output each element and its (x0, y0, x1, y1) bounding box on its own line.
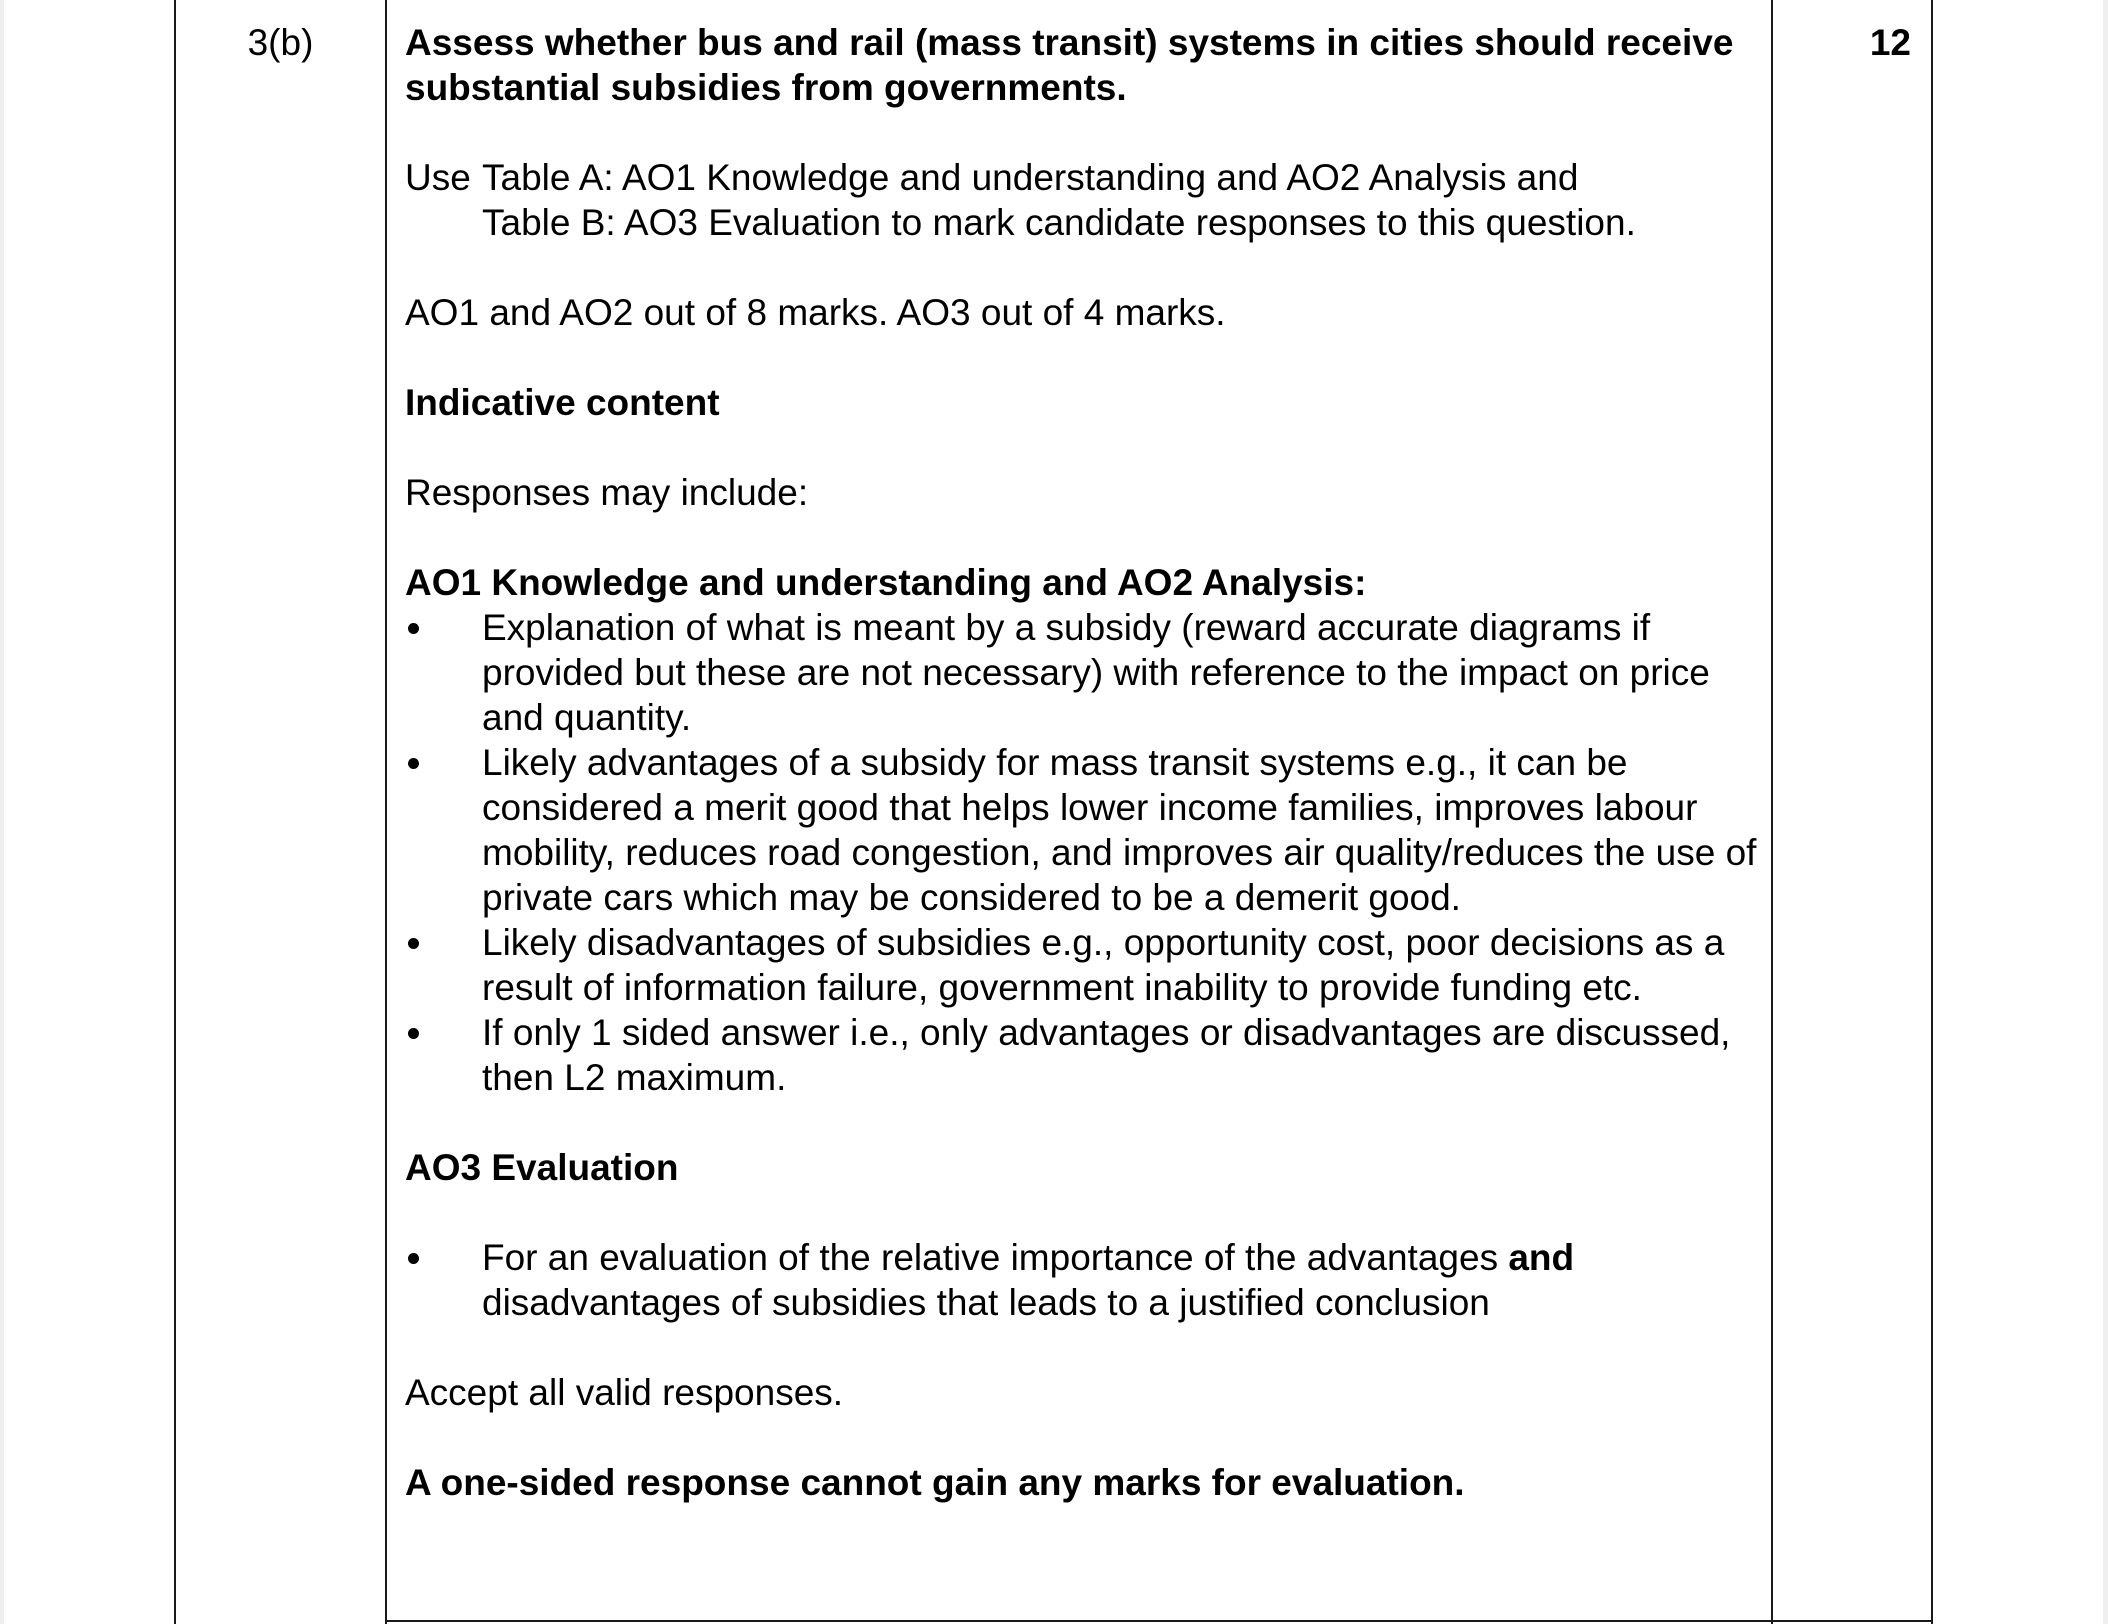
list-item (405, 1235, 1765, 1325)
table-border-bottom (385, 1620, 1933, 1622)
ao3-text-bold-and: and (1508, 1237, 1575, 1278)
list-item (405, 740, 1765, 920)
list-item-text: If only 1 sided answer i.e., only advantages or disadvantages are discussed, then L2 maximum. (482, 1012, 1731, 1098)
question-marks: 12 (1869, 22, 1911, 63)
page-edge-right (2103, 0, 2108, 1624)
ao3-text-part2: disadvantages of subsidies that leads to a justified conclusion (482, 1282, 1490, 1323)
list-item (405, 920, 1765, 1010)
table-border-left (174, 0, 176, 1624)
list-item-text: Explanation of what is meant by a subsidy (reward accurate diagrams if provided but these are not necessary) with reference to the impact on price and quantity. (482, 607, 1710, 738)
list-item (405, 1010, 1765, 1100)
list-item-text: Likely disadvantages of subsidies e.g., opportunity cost, poor decisions as a result of information failure, government inability to provide funding etc. (482, 922, 1725, 1008)
indicative-content-heading: Indicative content (405, 382, 720, 423)
ao1-ao2-bullet-list (405, 605, 1765, 1100)
ao3-heading: AO3 Evaluation (405, 1147, 679, 1188)
question-title: Assess whether bus and rail (mass transit) systems in cities should receive substantial subsidies from governments. (405, 22, 1734, 108)
bullet-icon (408, 623, 419, 634)
marking-instructions (405, 155, 1765, 245)
table-border-right (1931, 0, 1933, 1624)
page-edge-left (0, 0, 4, 1624)
ao1-ao2-heading: AO1 Knowledge and understanding and AO2 Analysis: (405, 562, 1367, 603)
accept-valid-responses: Accept all valid responses. (405, 1372, 844, 1413)
responses-intro: Responses may include: (405, 472, 809, 513)
list-item-text: Likely advantages of a subsidy for mass transit systems e.g., it can be considered a merit good that helps lower income families, improves labour mobility, reduces road congestion, and improves air quality/reduces the use of private cars which may be considered to be a demerit good. (482, 742, 1757, 918)
table-border-content-marks (1771, 0, 1773, 1624)
instructions-line-1: Table A: AO1 Knowledge and understanding and AO2 Analysis and (482, 157, 1579, 198)
bullet-icon (408, 1253, 419, 1264)
instructions-line-2: Table B: AO3 Evaluation to mark candidate responses to this question. (482, 202, 1636, 243)
list-item (405, 605, 1765, 740)
use-word: Use (405, 157, 471, 198)
bullet-icon (408, 938, 419, 949)
marks-split: AO1 and AO2 out of 8 marks. AO3 out of 4 marks. (405, 292, 1226, 333)
question-number: 3(b) (247, 22, 314, 63)
table-border-question-content (385, 0, 387, 1624)
ao3-text-part1: For an evaluation of the relative importance of the advantages (482, 1237, 1509, 1278)
ao3-bullet-list (405, 1235, 1765, 1325)
mark-scheme-content (405, 20, 1765, 1505)
one-sided-note: A one-sided response cannot gain any marks for evaluation. (405, 1462, 1465, 1503)
bullet-icon (408, 758, 419, 769)
bullet-icon (408, 1028, 419, 1039)
